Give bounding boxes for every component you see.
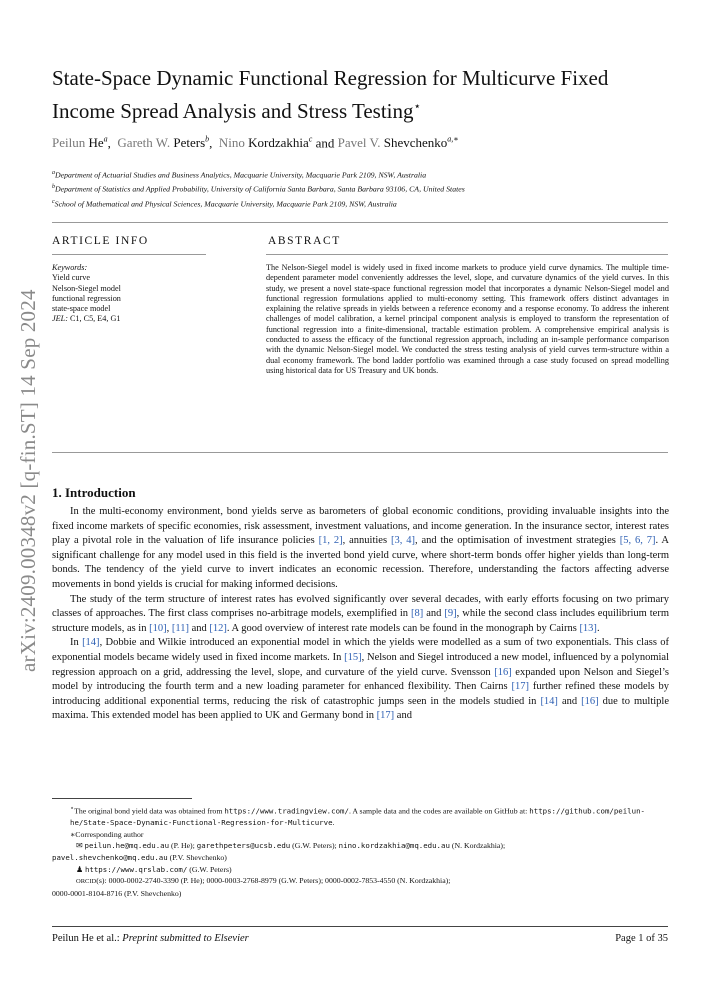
divider — [266, 254, 668, 255]
citation-link[interactable]: [16] — [581, 695, 599, 707]
keyword: Nelson-Siegel model — [52, 283, 121, 293]
citation-link[interactable]: [15] — [344, 651, 362, 663]
section-heading: 1. Introduction — [52, 485, 136, 500]
keywords-block — [52, 263, 212, 325]
citation-link[interactable]: [8] — [411, 608, 424, 620]
footnote-orcid-cont: 0000-0001-8104-8716 (P.V. Shevchenko) — [52, 888, 182, 898]
keyword: state-space model — [52, 304, 111, 314]
footnote-corresponding: ∗Corresponding author — [70, 829, 144, 839]
article-info-heading: ARTICLE INFO — [52, 235, 149, 247]
footnote-data: ⋆The original bond yield data was obtained from https://www.tradingview.com/. A sample data and the codes are available on GitHub at: https://github.com/peilun-he/State-Space-Dynamic-Functional-Regression-for-Multicurve. — [70, 805, 645, 828]
keyword: Yield curve — [52, 273, 90, 283]
citation-link[interactable]: [3, 4] — [390, 535, 415, 547]
citation-link[interactable]: [9] — [444, 608, 457, 620]
paper-title — [52, 64, 672, 125]
footnote-orcid: ORCID(s): 0000-0002-2740-3390 (P. He); 0000-0003-2768-8979 (G.W. Peters); 0000-0002-7853-4550 (N. Kordzakhia); — [76, 876, 451, 886]
keywords-label: Keywords: — [52, 263, 88, 272]
citation-link[interactable]: [14] — [82, 637, 100, 649]
jel-codes: JEL: C1, C5, E4, G1 — [52, 314, 121, 324]
and-word: and — [315, 135, 335, 151]
affiliation: $^a$Department of Actuarial Studies and Business Analytics, Macquarie University, Macquarie Park 2109, NSW, Australia — [52, 170, 427, 180]
title-line-2: Income Spread Analysis and Stress Testing — [52, 99, 414, 123]
author: Pavel V. Shevchenko$^{a,∗}$ — [337, 135, 459, 151]
citation-link[interactable]: [11] — [171, 622, 189, 634]
footer-divider — [52, 926, 668, 927]
person-icon: ♟ — [76, 864, 83, 874]
footnote-divider — [52, 798, 192, 799]
citation-link[interactable]: [16] — [494, 666, 512, 678]
paragraph: The study of the term structure of interest rates has evolved significantly over several decades, with early efforts focusing on two primary classes of approaches. The first class comprises no-arbitrage models, exemplified in [8] and [9], while the second class includes equilibrium term structure models, as in [10], [11] and [12]. A good overview of interest rate models can be found in the monograph by Cairns [13]. — [52, 593, 669, 634]
citation-link[interactable]: [17] — [376, 710, 395, 722]
citation-link[interactable]: [1, 2] — [318, 535, 343, 547]
email-icon: ✉ — [76, 841, 83, 851]
email-link[interactable]: nino.kordzakhia@mq.edu.au — [338, 841, 450, 851]
footnote-emails-cont: pavel.shevchenko@mq.edu.au (P.V. Shevchenko) — [52, 852, 227, 862]
paragraph: In the multi-economy environment, bond yields serve as barometers of global economic conditions, providing invaluable insights into the fixed income markets of specific economies, risk assessment, investment valuations, and income generation. In the insurance sector, interest rates play a pivotal role in the valuation of life insurance policies [1, 2], annuities [3, 4], and the optimisation of investment strategies [5, 6, 7]. A significant challenge for any model used in this field is the inverted bond yield curve, where short-term bonds offer higher yields than long-term bonds. The tendency of the yield curve to invert indicates an economic recession. Therefore, understanding the factors affecting adverse movements in bond yields is crucial for making informed decisions. — [52, 506, 670, 590]
footer-left: Peilun He et al.: Preprint submitted to Elsevier — [52, 933, 249, 944]
email-link[interactable]: peilun.he@mq.edu.au — [84, 841, 170, 851]
author-list: Peilun He$^a$, Gareth W. Peters$^b$, Nino Kordzakhia$^c$ and Pavel V. Shevchenko$^{a,∗}$ — [52, 135, 459, 151]
page-number: Page 1 of 35 — [615, 933, 668, 944]
author: Peilun He$^a$ — [52, 135, 108, 151]
arxiv-identifier: arXiv:2409.00348v2 [q-fin.ST] 14 Sep 2024 — [16, 289, 40, 672]
divider — [52, 254, 206, 255]
url-link[interactable]: https://www.tradingview.com/ — [224, 806, 349, 816]
keyword: functional regression — [52, 293, 121, 303]
title-footnote-mark: ⋆ — [413, 99, 422, 113]
citation-link[interactable]: [5, 6, 7] — [619, 535, 656, 547]
divider — [52, 222, 668, 223]
page-footer — [52, 933, 668, 944]
author: Nino Kordzakhia$^c$ — [218, 135, 313, 151]
email-link[interactable]: garethpeters@ucsb.edu — [196, 841, 291, 851]
url-link[interactable]: https://www.qrslab.com/ — [84, 864, 188, 874]
body-text — [52, 505, 669, 724]
citation-link[interactable]: [10] — [149, 622, 167, 634]
email-link[interactable]: pavel.shevchenko@mq.edu.au — [52, 852, 168, 862]
url-link[interactable]: https://github.com/peilun-he/State-Space-Dynamic-Functional-Regression-for-Multicurve — [70, 806, 645, 828]
citation-link[interactable]: [13] — [579, 622, 597, 634]
citation-link[interactable]: [12] — [209, 622, 227, 634]
abstract-heading: ABSTRACT — [268, 235, 341, 247]
paragraph: In [14], Dobbie and Wilkie introduced an exponential model in which the yields were modelled as a sum of two exponentials. This class of exponential models became widely used in fixed income markets. In [15], Nelson and Siegel introduced a new model, influenced by a polynomial regression approach on a grid, addressing the level, slope, and curvature of the yield curve. Svensson [16] expanded upon Nelson and Siegel’s model by introducing the fourth term and a new loading parameter for enhanced flexibility. Then Cairns [17] further refined these models by introducing additional exponential terms, reducing the risk of catastrophic jumps seen in the models studied in [14] and [16] due to multiple maxima. This extended model has been applied to UK and Germany bond in [17] and — [52, 637, 670, 722]
author: Gareth W. Peters$^b$ — [117, 135, 210, 151]
footnotes — [52, 803, 669, 899]
citation-link[interactable]: [17] — [511, 681, 529, 693]
citation-link[interactable]: [14] — [540, 695, 558, 707]
abstract-text: The Nelson-Siegel model is widely used in fixed income markets to produce yield curve dynamics. The multiple time-dependent parameter model conveniently addresses the level, slope, and curvature dynamics of the yield curves. In this study, we present a novel state-space functional regression model that incorporates a dynamic Nelson-Siegel model and functional regression formulations applied to multi-economy setting. This framework offers distinct advantages in explaining the relative spreads in yields between a reference economy and a response economy. To address the inherent challenges of model calibration, a kernel principal component analysis is employed to transform the representation of functional regression into a finite-dimensional, tractable estimation problem. A comprehensive empirical analysis is conducted to assess the efficacy of the functional regression approach, including an in-sample performance comparison with the dynamic Nelson-Siegel model. We conducted the stress testing analysis of yield curves term-structure within a dual economy framework. The bond ladder portfolio was examined through a case study focused on spread modelling using historical data for US Treasury and UK bonds. — [266, 263, 669, 375]
title-line-1: State-Space Dynamic Functional Regression for Multicurve Fixed — [52, 66, 609, 90]
affiliation: $^b$Department of Statistics and Applied Probability, University of California Santa Barbara, Santa Barbara 93106, CA, United States — [52, 184, 465, 194]
divider — [52, 452, 668, 453]
footnote-emails: ✉ peilun.he@mq.edu.au (P. He); garethpeters@ucsb.edu (G.W. Peters); nino.kordzakhia@mq.edu.au (N. Kordzakhia); — [76, 841, 506, 851]
footnote-web: ♟ https://www.qrslab.com/ (G.W. Peters) — [76, 864, 232, 874]
affiliation: $^c$School of Mathematical and Physical Sciences, Macquarie University, Macquarie Park 2109, NSW, Australia — [52, 199, 397, 209]
